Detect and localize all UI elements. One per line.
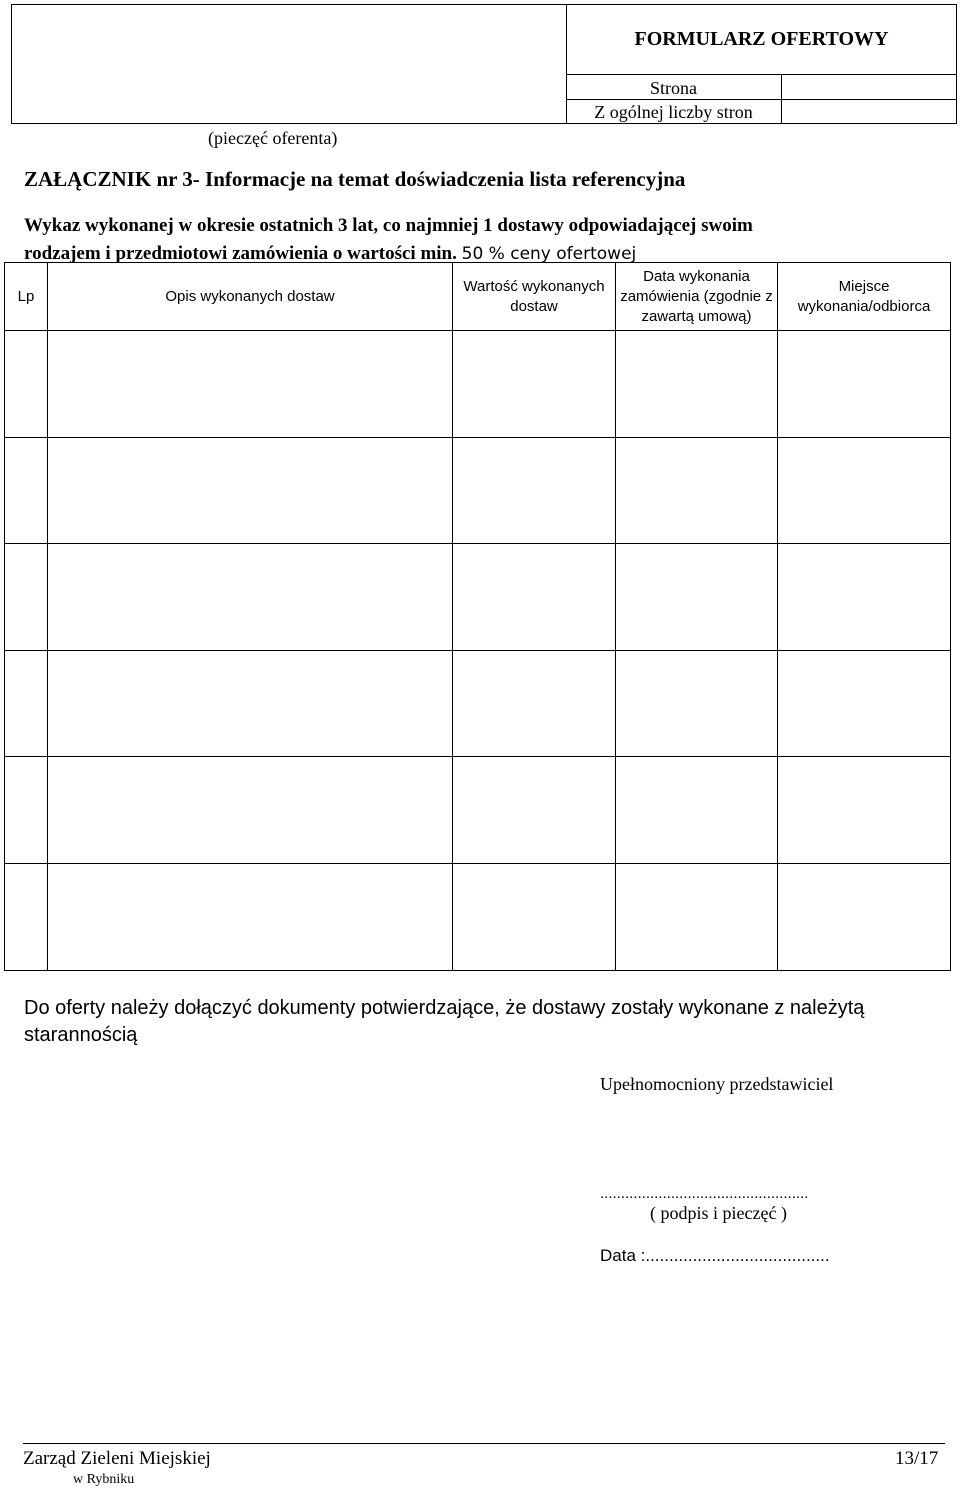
table-cell [615, 756, 778, 864]
table-cell [777, 650, 951, 758]
table-cell [452, 863, 616, 971]
page-label: Strona [650, 78, 697, 98]
table-cell [452, 330, 616, 438]
stamp-label: (pieczęć oferenta) [208, 128, 338, 148]
footer-page-number: 13/17 [895, 1448, 939, 1469]
table-cell [777, 437, 951, 545]
reference-table [4, 262, 951, 970]
intro-text [24, 212, 924, 268]
table-cell [615, 543, 778, 651]
signature-label: ( podpis i pieczęć ) [650, 1203, 787, 1223]
table-cell [452, 437, 616, 545]
table-cell [47, 863, 453, 971]
column-header-description: Opis wykonanych dostaw [165, 287, 335, 305]
table-cell [4, 863, 48, 971]
attachment-note: Do oferty należy dołączyć dokumenty potwierdzające, że dostawy zostały wykonane z należytą starannością [24, 997, 865, 1046]
table-cell [47, 543, 453, 651]
footer-divider [23, 1443, 945, 1444]
form-title: FORMULARZ OFERTOWY [634, 28, 889, 50]
table-cell [4, 543, 48, 651]
header-divider [781, 74, 782, 124]
table-cell [777, 756, 951, 864]
table-cell [777, 863, 951, 971]
column-header-date: Data wykonania zamówienia (zgodnie z zawartą umową) [620, 267, 773, 325]
table-cell [777, 330, 951, 438]
signature-line: .................................................. [600, 1185, 809, 1202]
table-cell [452, 650, 616, 758]
total-pages-label: Z ogólnej liczby stron [594, 102, 753, 122]
column-header-lp: Lp [17, 287, 35, 305]
column-header-place: Miejsce wykonania/odbiorca [797, 277, 931, 315]
table-cell [615, 863, 778, 971]
date-label: Data :....................................... [600, 1246, 830, 1265]
table-cell [47, 330, 453, 438]
footer-organization: Zarząd Zieleni Miejskiej [23, 1448, 211, 1469]
table-cell [47, 756, 453, 864]
table-cell [777, 543, 951, 651]
table-cell [4, 650, 48, 758]
table-cell [452, 543, 616, 651]
column-header-value: Wartość wykonanych dostaw [463, 277, 605, 315]
table-cell [452, 756, 616, 864]
intro-line-2-part-2: 50 % ceny ofertowej [461, 244, 637, 264]
table-cell [615, 650, 778, 758]
table-cell [4, 437, 48, 545]
intro-line-2-part-1: rodzajem i przedmiotowi zamówienia o wartości min. [24, 243, 457, 264]
header-divider [566, 99, 957, 100]
table-cell [4, 756, 48, 864]
attachment-title: ZAŁĄCZNIK nr 3- Informacje na temat doświadczenia lista referencyjna [24, 167, 686, 191]
stamp-box [11, 4, 566, 124]
table-cell [4, 330, 48, 438]
table-cell [615, 330, 778, 438]
intro-line-1: Wykaz wykonanej w okresie ostatnich 3 lat, co najmniej 1 dostawy odpowiadającej swoim [24, 215, 753, 236]
table-cell [47, 437, 453, 545]
footer-city: w Rybniku [73, 1472, 135, 1487]
table-cell [615, 437, 778, 545]
table-cell [47, 650, 453, 758]
representative-label: Upełnomocniony przedstawiciel [600, 1074, 834, 1094]
header-divider [566, 74, 957, 75]
